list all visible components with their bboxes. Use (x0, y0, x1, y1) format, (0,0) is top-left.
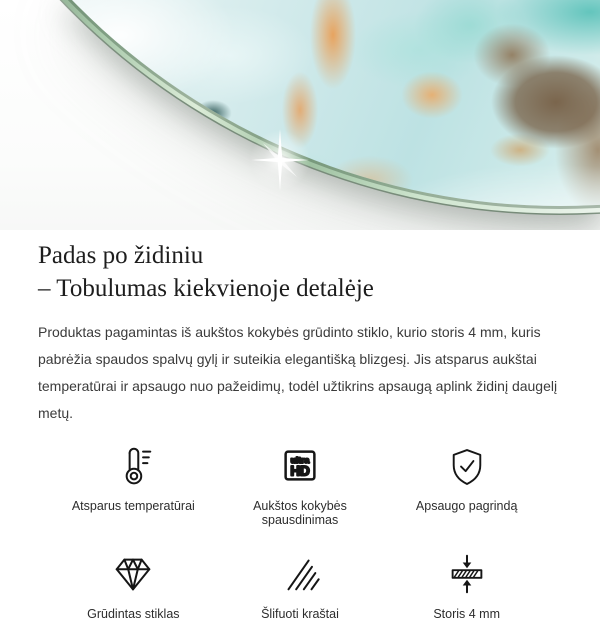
page-title-line2: – Tobulumas kiekvienoje detalėje (38, 274, 374, 302)
feature-label: Apsaugo pagrindą (415, 499, 518, 514)
diamond-icon (110, 551, 156, 597)
product-photo (0, 0, 600, 230)
thermometer-icon (110, 443, 156, 489)
thickness-icon (444, 551, 490, 597)
product-description-section (0, 240, 600, 621)
feature-tempered-glass (50, 549, 217, 621)
feature-thickness (383, 549, 550, 621)
polished-edges-icon (277, 551, 323, 597)
sparkle-glint-icon (245, 125, 315, 195)
shield-check-icon (445, 445, 489, 489)
feature-temperature (50, 441, 217, 527)
feature-polished-edges (217, 549, 384, 621)
feature-label: Grūdintas stiklas (87, 607, 180, 621)
marble-print-surface (0, 0, 600, 230)
page-title-line1: Padas po židiniu (38, 242, 204, 269)
feature-label: Šlifuoti kraštai (261, 607, 339, 621)
product-description: Produktas pagamintas iš aukštos kokybės grūdinto stiklo, kurio storis 4 mm, kuris pabrėžia spaudos spalvų gylį ir suteikia elegantišką blizgesį. Jis atsparus aukštai temperatūrai ir apsaugo nuo pažeidimų, todėl užtikrins apsaugą aplink židinį daugelį metų. (38, 324, 558, 422)
feature-label: Aukštos kokybės spausdinimas (253, 499, 347, 528)
feature-label: Storis 4 mm (433, 607, 500, 621)
ultra-hd-icon (277, 443, 323, 489)
ultra-hd-badge-bottom: HD (290, 463, 310, 479)
feature-label: Atsparus temperatūrai (71, 499, 195, 514)
page-title (38, 240, 562, 305)
ultra-hd-badge-top: ultra (290, 455, 310, 466)
features-grid (50, 441, 550, 621)
feature-print-quality (217, 441, 384, 527)
glass-panel (0, 0, 600, 230)
feature-base-protection (383, 441, 550, 527)
